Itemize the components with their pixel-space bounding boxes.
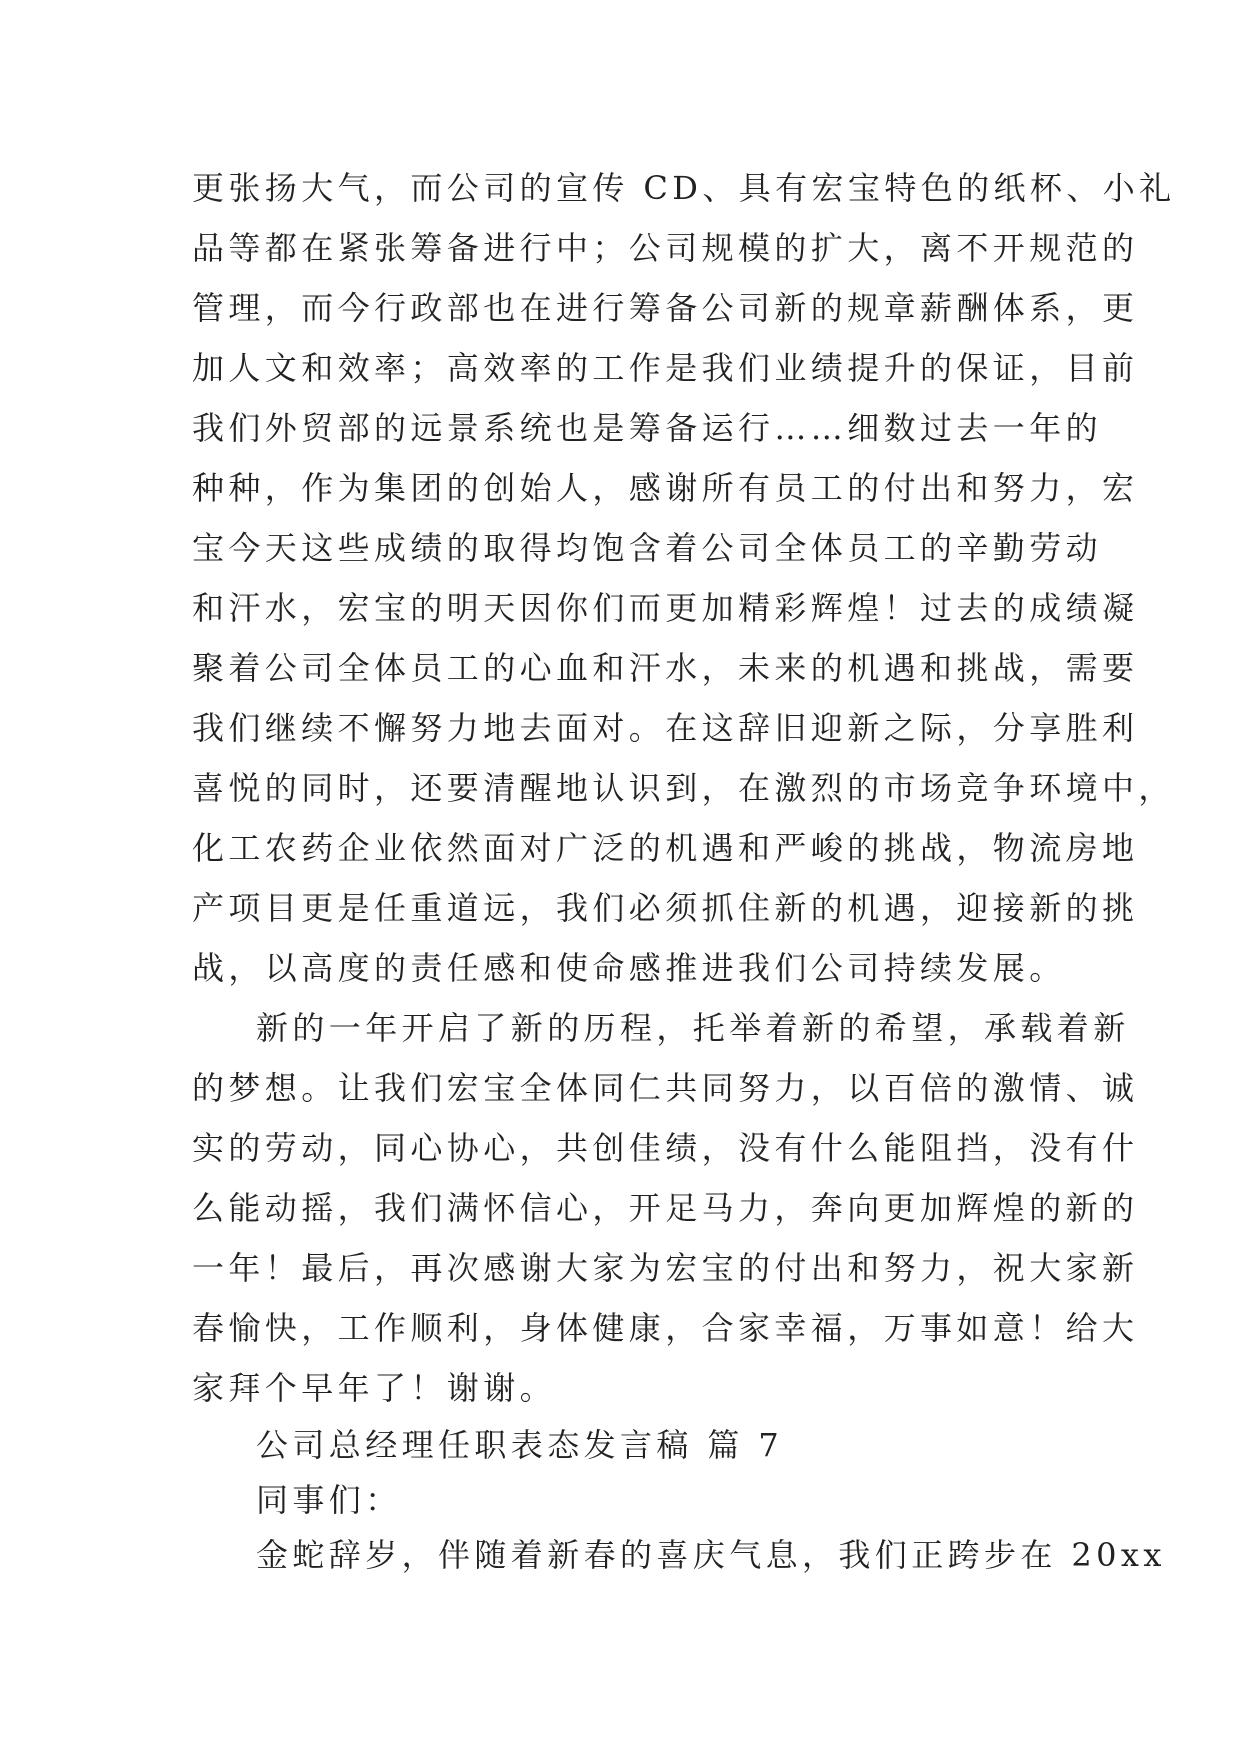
text-line: 更张扬大气，而公司的宣传 CD、具有宏宝特色的纸杯、小礼 [192,169,1176,207]
paragraph-1 [192,158,1176,998]
text-line: 管理，而今行政部也在进行筹备公司新的规章薪酬体系，更 [192,289,1139,327]
text-line: 春愉快，工作顺利，身体健康，合家幸福，万事如意！给大 [192,1309,1139,1347]
section-title: 公司总经理任职表态发言稿 篇 7 [256,1426,784,1464]
text-line: 宝今天这些成绩的取得均饱含着公司全体员工的辛勤劳动 [192,529,1103,567]
text-line: 战，以高度的责任感和使命感推进我们公司持续发展。 [192,949,1066,987]
text-line: 实的劳动，同心协心，共创佳绩，没有什么能阻挡，没有什 [192,1129,1139,1167]
text-line: 一年！最后，再次感谢大家为宏宝的付出和努力，祝大家新 [192,1249,1139,1287]
text-line: 我们继续不懈努力地去面对。在这辞旧迎新之际，分享胜利 [192,709,1139,747]
text-line: 喜悦的同时，还要清醒地认识到，在激烈的市场竞争环境中， [192,769,1175,807]
text-line: 加人文和效率；高效率的工作是我们业绩提升的保证，目前 [192,349,1139,387]
text-line: 产项目更是任重道远，我们必须抓住新的机遇，迎接新的挑 [192,889,1139,927]
text-line: 化工农药企业依然面对广泛的机遇和严峻的挑战，物流房地 [192,829,1139,867]
text-line: 和汗水，宏宝的明天因你们而更加精彩辉煌！过去的成绩凝 [192,589,1139,627]
text-line: 的梦想。让我们宏宝全体同仁共同努力，以百倍的激情、诚 [192,1069,1139,1107]
text-line: 我们外贸部的远景系统也是筹备运行……细数过去一年的 [192,409,1103,447]
opening-line: 金蛇辞岁，伴随着新春的喜庆气息，我们正跨步在 20xx [256,1536,1166,1574]
text-line: 么能动摇，我们满怀信心，开足马力，奔向更加辉煌的新的 [192,1189,1139,1227]
text-line: 种种，作为集团的创始人，感谢所有员工的付出和努力，宏 [192,469,1139,507]
text-line: 家拜个早年了！谢谢。 [192,1369,557,1407]
greeting: 同事们： [256,1481,402,1519]
paragraph-2 [192,998,1139,1418]
text-line: 新的一年开启了新的历程，托举着新的希望，承载着新 [256,1009,1130,1047]
text-line: 聚着公司全体员工的心血和汗水，未来的机遇和挑战，需要 [192,649,1139,687]
document-body [192,158,1176,1583]
text-line: 品等都在紧张筹备进行中；公司规模的扩大，离不开规范的 [192,229,1139,267]
